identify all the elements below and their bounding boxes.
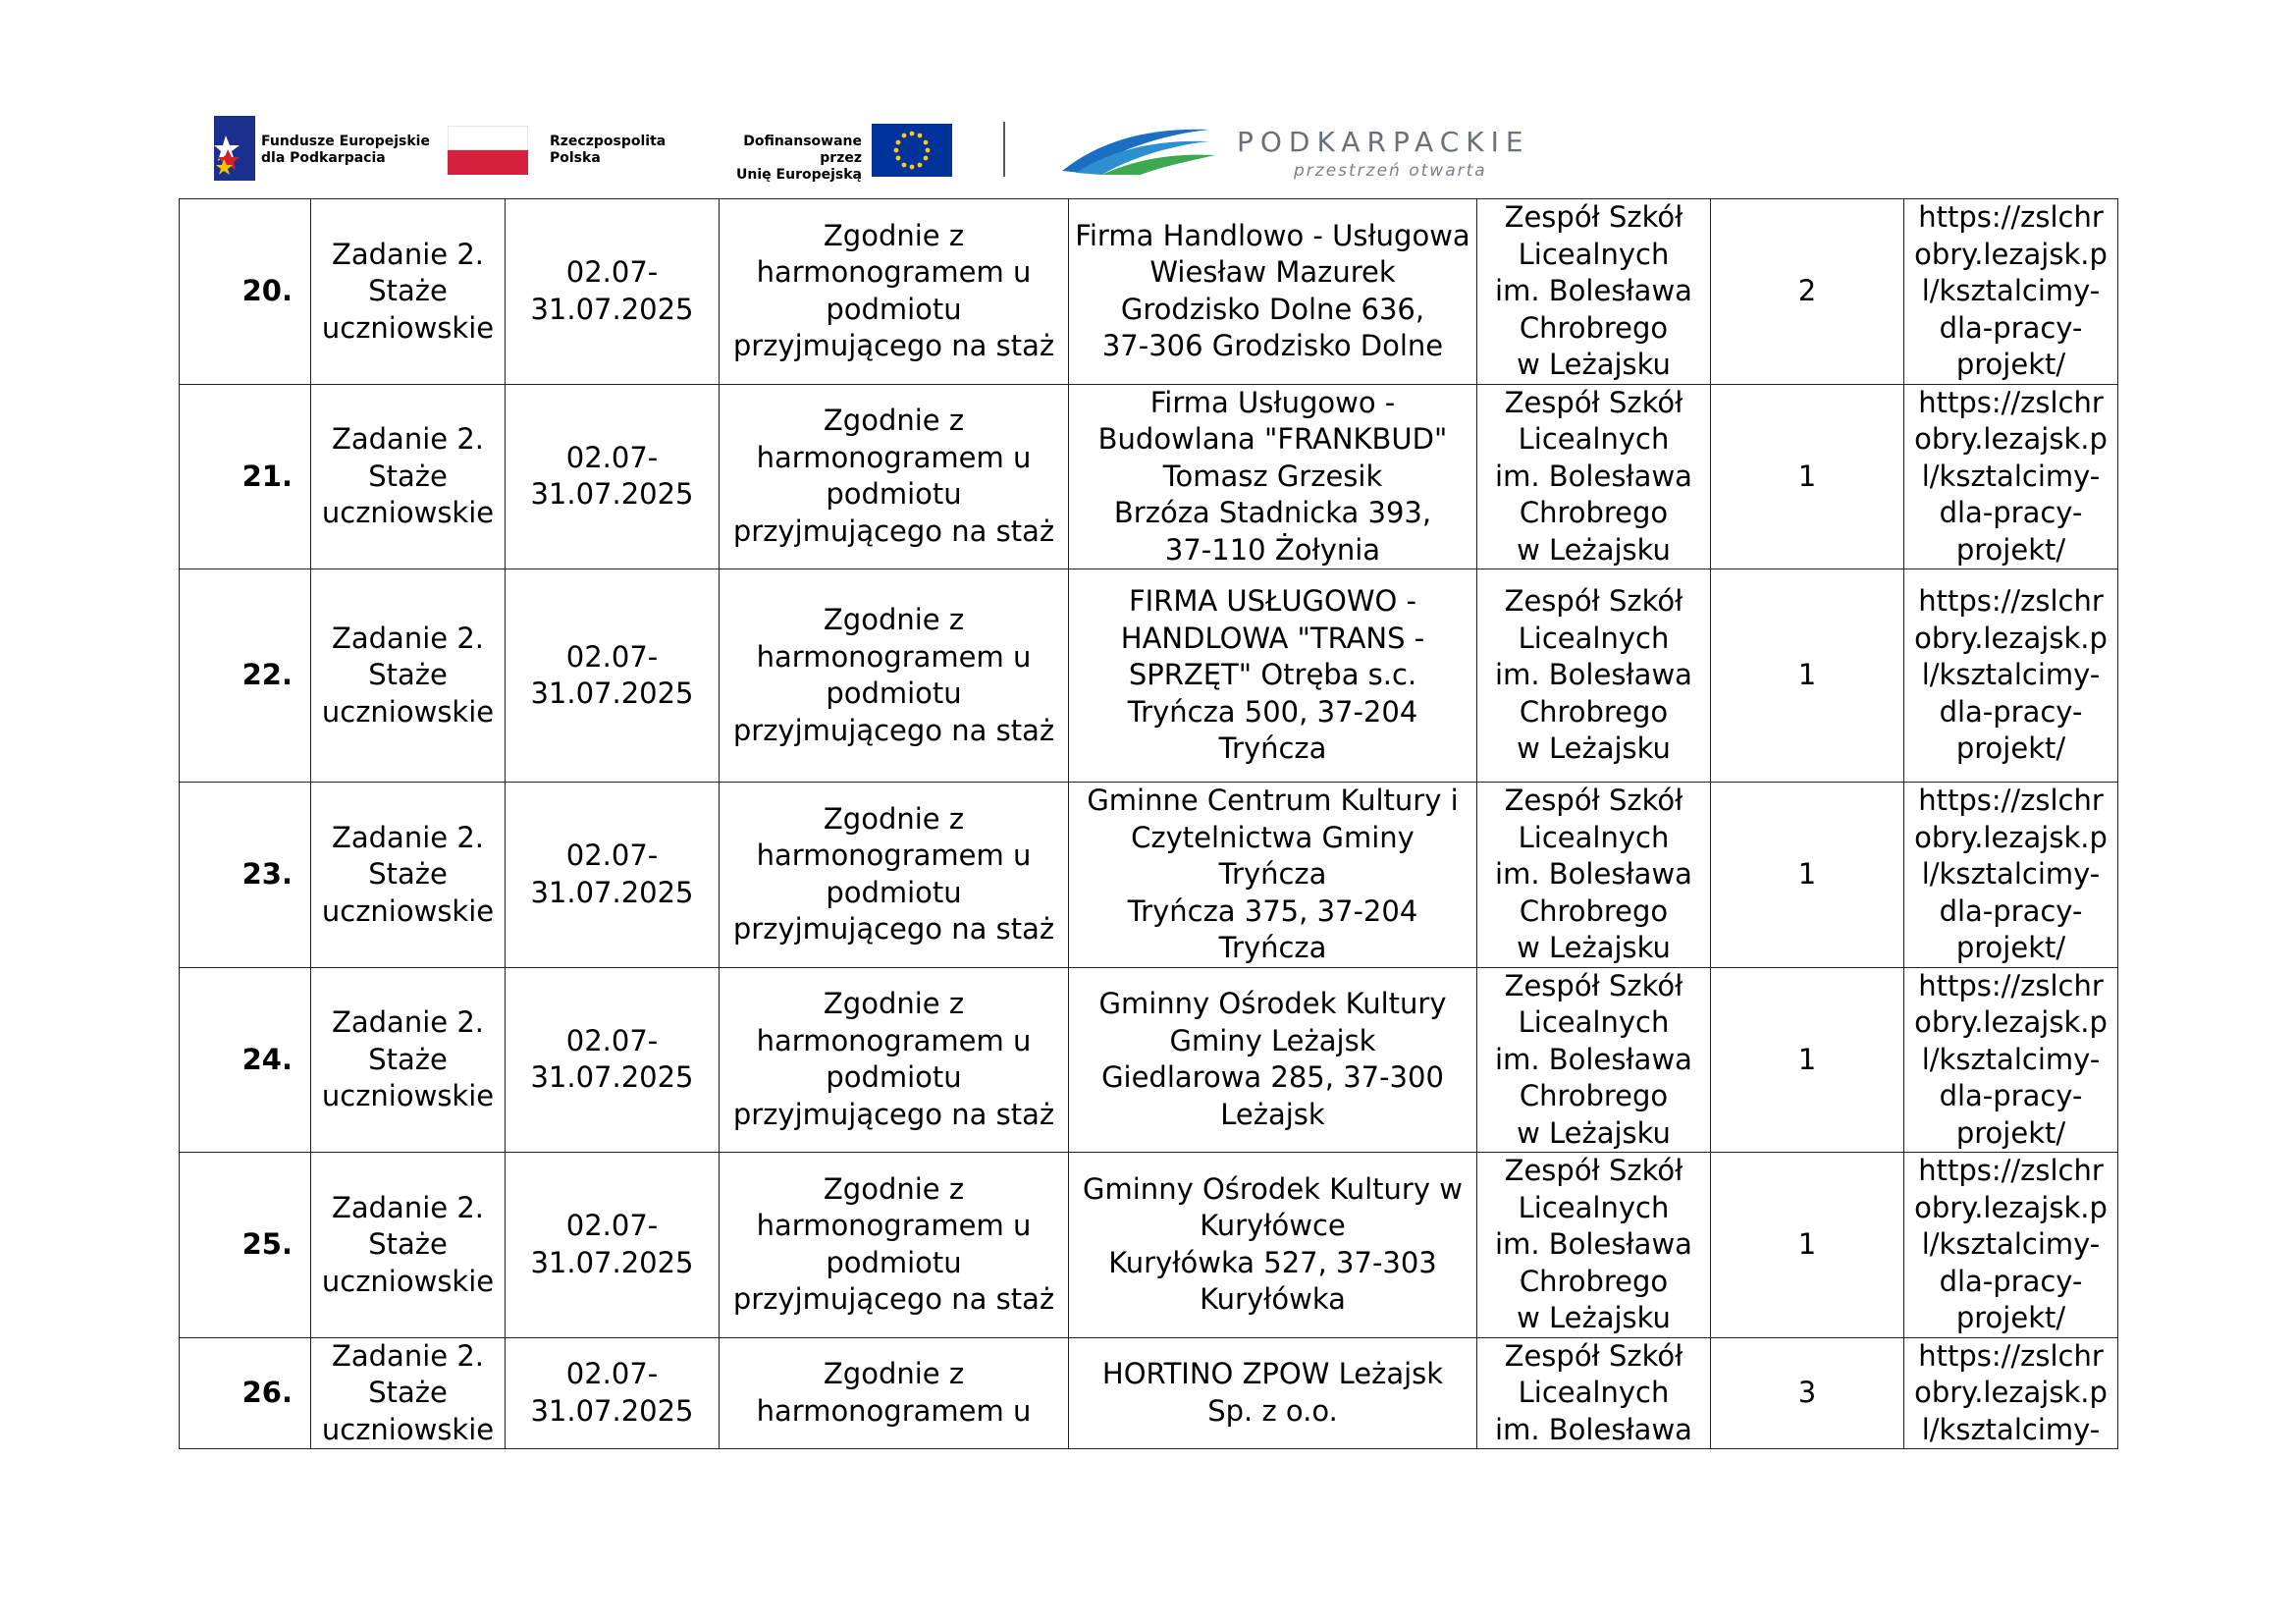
cell-host-company bbox=[1069, 967, 1477, 1153]
cell-schedule-line: harmonogramem u bbox=[756, 1209, 1032, 1243]
eu-flag-icon bbox=[872, 124, 952, 177]
cell-link-line[interactable]: dla-pracy- bbox=[1939, 496, 2083, 529]
cell-link-line[interactable]: obry.lezajsk.p bbox=[1914, 820, 2108, 854]
cell-link bbox=[1904, 967, 2118, 1153]
cell-link-line[interactable]: l/ksztalcimy- bbox=[1921, 459, 2101, 493]
cell-participant-count: 1 bbox=[1711, 967, 1904, 1153]
cell-schedule-line: harmonogramem u bbox=[756, 1393, 1032, 1428]
cell-school-line: im. Bolesława bbox=[1495, 1412, 1692, 1446]
table-row bbox=[180, 783, 2118, 968]
cell-school-line: Zespół Szkół bbox=[1504, 784, 1683, 817]
cell-host-company-line: Czytelnictwa Gminy Tryńcza bbox=[1131, 820, 1415, 891]
logo-bar bbox=[206, 110, 1541, 189]
cell-schedule-line: podmiotu bbox=[826, 1245, 962, 1279]
table-row bbox=[180, 569, 2118, 783]
cell-school-line: Zespół Szkół bbox=[1504, 584, 1683, 619]
cell-host-company-line: SPRZĘT" Otręba s.c. bbox=[1128, 658, 1417, 692]
cell-link-line[interactable]: obry.lezajsk.p bbox=[1914, 422, 2108, 456]
cell-dates-line: 02.07- bbox=[565, 1209, 659, 1243]
cell-host-company-line: Firma Usługowo - bbox=[1149, 385, 1396, 419]
cell-school-line: Licealnych bbox=[1518, 1190, 1670, 1224]
cell-host-company-line: Gminny Ośrodek Kultury bbox=[1098, 987, 1447, 1021]
cell-link-line[interactable]: dla-pracy- bbox=[1939, 1079, 2083, 1112]
cell-task bbox=[311, 569, 506, 783]
cell-school-line: Licealnych bbox=[1518, 237, 1670, 271]
cell-link-line[interactable]: https://zslchr bbox=[1918, 385, 2104, 419]
cell-schedule-line: Zgodnie z bbox=[823, 987, 965, 1021]
cell-schedule bbox=[720, 1153, 1069, 1338]
cell-schedule-line: Zgodnie z bbox=[823, 801, 965, 836]
cell-participant-count: 2 bbox=[1711, 199, 1904, 385]
cell-schedule bbox=[720, 1337, 1069, 1449]
cell-lp: 20. bbox=[180, 199, 311, 385]
cell-link-line[interactable]: https://zslchr bbox=[1918, 1338, 2104, 1373]
cell-school-line: Zespół Szkół bbox=[1504, 1338, 1683, 1373]
cell-host-company-line: Sp. z o.o. bbox=[1207, 1393, 1338, 1428]
cell-task-line: Staże bbox=[368, 857, 448, 891]
cell-task-line: Staże bbox=[368, 1376, 448, 1409]
cell-link-line[interactable]: dla-pracy- bbox=[1939, 1264, 2083, 1298]
cell-school-line: Chrobrego bbox=[1519, 496, 1669, 529]
cell-schedule bbox=[720, 967, 1069, 1153]
cell-school-line: im. Bolesława bbox=[1495, 658, 1692, 692]
cell-link-line[interactable]: https://zslchr bbox=[1918, 1154, 2104, 1187]
table-row bbox=[180, 1153, 2118, 1338]
cell-task-line: Staże bbox=[368, 1227, 448, 1261]
cell-link-line[interactable]: l/ksztalcimy- bbox=[1921, 857, 2101, 891]
cell-link-line[interactable]: dla-pracy- bbox=[1939, 694, 2083, 729]
cell-link-line[interactable]: dla-pracy- bbox=[1939, 893, 2083, 928]
cell-schedule-line: przyjmującego na staż bbox=[732, 329, 1055, 363]
cell-host-company-line: Gminny Ośrodek Kultury w bbox=[1083, 1171, 1463, 1206]
cell-dates-line: 02.07- bbox=[565, 440, 659, 474]
cell-link-line[interactable]: l/ksztalcimy- bbox=[1921, 1412, 2101, 1446]
cell-link-line[interactable]: https://zslchr bbox=[1918, 200, 2104, 234]
cell-host-company-line: FIRMA USŁUGOWO - bbox=[1128, 584, 1417, 619]
cell-link-line[interactable]: projekt/ bbox=[1955, 532, 2066, 567]
cell-school-line: Licealnych bbox=[1518, 621, 1670, 655]
cell-task bbox=[311, 967, 506, 1153]
table-row bbox=[180, 1337, 2118, 1449]
cell-dates bbox=[506, 783, 720, 968]
cell-schedule-line: podmiotu bbox=[826, 292, 962, 326]
cell-task-line: Staże bbox=[368, 658, 448, 692]
cell-schedule-line: Zgodnie z bbox=[823, 603, 965, 636]
cell-dates-line: 02.07- bbox=[565, 1357, 659, 1391]
table-row bbox=[180, 384, 2118, 569]
cell-task bbox=[311, 783, 506, 968]
cell-link-line[interactable]: obry.lezajsk.p bbox=[1914, 1005, 2108, 1039]
cell-school bbox=[1477, 569, 1711, 783]
cell-schedule-line: Zgodnie z bbox=[823, 1357, 965, 1391]
cell-dates bbox=[506, 967, 720, 1153]
cell-host-company-line: Tryńcza bbox=[1218, 731, 1327, 766]
cell-school-line: Chrobrego bbox=[1519, 893, 1669, 928]
cell-task-line: Zadanie 2. bbox=[332, 820, 484, 854]
cell-schedule-line: podmiotu bbox=[826, 1060, 962, 1095]
cell-school bbox=[1477, 1337, 1711, 1449]
cell-schedule-line: Zgodnie z bbox=[823, 1171, 965, 1206]
cell-host-company bbox=[1069, 1153, 1477, 1338]
cell-task-line: Zadanie 2. bbox=[332, 621, 484, 655]
cell-school-line: Zespół Szkół bbox=[1504, 200, 1683, 234]
cell-schedule bbox=[720, 783, 1069, 968]
cell-host-company bbox=[1069, 1337, 1477, 1449]
table-row bbox=[180, 199, 2118, 385]
cell-host-company-line: Tryńcza 375, 37-204 bbox=[1127, 893, 1418, 928]
cell-host-company bbox=[1069, 384, 1477, 569]
cell-schedule-line: harmonogramem u bbox=[756, 440, 1032, 474]
cell-host-company bbox=[1069, 783, 1477, 968]
cell-school-line: Licealnych bbox=[1518, 1376, 1670, 1409]
cell-schedule-line: harmonogramem u bbox=[756, 255, 1032, 290]
cell-dates-line: 31.07.2025 bbox=[530, 677, 694, 710]
cell-dates-line: 02.07- bbox=[565, 255, 659, 290]
cell-schedule-line: podmiotu bbox=[826, 677, 962, 710]
cell-task-line: uczniowskie bbox=[321, 1079, 495, 1112]
cell-link-line[interactable]: projekt/ bbox=[1955, 731, 2066, 766]
cell-school-line: w Leżajsku bbox=[1517, 731, 1671, 766]
cell-link bbox=[1904, 1153, 2118, 1338]
polish-flag-icon bbox=[448, 126, 528, 175]
cell-dates-line: 02.07- bbox=[565, 839, 659, 873]
cell-schedule-line: przyjmującego na staż bbox=[732, 514, 1055, 548]
podkarpackie-logo-name: PODKARPACKIE bbox=[1237, 126, 1530, 158]
cell-school-line: Chrobrego bbox=[1519, 1264, 1669, 1298]
cell-host-company-line: Giedlarowa 285, 37-300 bbox=[1101, 1060, 1444, 1095]
cell-link-line[interactable]: projekt/ bbox=[1955, 1115, 2066, 1150]
cell-host-company bbox=[1069, 569, 1477, 783]
cell-school-line: w Leżajsku bbox=[1517, 931, 1671, 964]
internship-table-wrapper bbox=[179, 198, 2118, 1449]
cell-schedule-line: podmiotu bbox=[826, 875, 962, 909]
cell-link-line[interactable]: https://zslchr bbox=[1918, 968, 2104, 1002]
cell-lp: 25. bbox=[180, 1153, 311, 1338]
cell-school bbox=[1477, 199, 1711, 385]
cell-host-company-line: Kuryłówka 527, 37-303 bbox=[1108, 1245, 1437, 1279]
cell-lp: 21. bbox=[180, 384, 311, 569]
cell-host-company-line: Tryńcza 500, 37-204 bbox=[1127, 694, 1418, 729]
podkarpackie-waves-logo-icon bbox=[1062, 120, 1219, 177]
cell-dates-line: 02.07- bbox=[565, 639, 659, 674]
cell-task-line: Staże bbox=[368, 274, 448, 307]
cell-task-line: uczniowskie bbox=[321, 1264, 495, 1298]
table-row bbox=[180, 967, 2118, 1153]
cell-host-company-line: HANDLOWA "TRANS - bbox=[1120, 621, 1425, 655]
cell-schedule bbox=[720, 384, 1069, 569]
cell-host-company-line: Wiesław Mazurek bbox=[1149, 255, 1396, 290]
cell-dates-line: 31.07.2025 bbox=[530, 875, 694, 909]
cell-link-line[interactable]: l/ksztalcimy- bbox=[1921, 1227, 2101, 1261]
cell-link-line[interactable]: projekt/ bbox=[1955, 1301, 2066, 1334]
cell-host-company-line: Grodzisko Dolne 636, bbox=[1120, 292, 1425, 326]
cell-host-company-line: Gminy Leżajsk bbox=[1169, 1023, 1376, 1057]
cell-school-line: Zespół Szkół bbox=[1504, 385, 1683, 419]
cell-schedule bbox=[720, 199, 1069, 385]
cell-task-line: uczniowskie bbox=[321, 1412, 495, 1446]
cell-school bbox=[1477, 783, 1711, 968]
cell-link-line[interactable]: dla-pracy- bbox=[1939, 310, 2083, 345]
cell-host-company-line: Tryńcza bbox=[1218, 931, 1327, 964]
cell-dates bbox=[506, 1337, 720, 1449]
cell-host-company-line: Kuryłówka bbox=[1200, 1282, 1346, 1317]
cell-schedule-line: harmonogramem u bbox=[756, 1023, 1032, 1057]
cell-link-line[interactable]: https://zslchr bbox=[1918, 584, 2104, 619]
cell-host-company-line: 37-110 Żołynia bbox=[1164, 532, 1381, 567]
cell-task-line: Zadanie 2. bbox=[332, 422, 484, 456]
cell-schedule-line: Zgodnie z bbox=[823, 218, 965, 252]
cell-task-line: Zadanie 2. bbox=[332, 237, 484, 271]
cell-dates-line: 31.07.2025 bbox=[530, 477, 694, 512]
cell-schedule bbox=[720, 569, 1069, 783]
cell-task-line: uczniowskie bbox=[321, 893, 495, 928]
cell-task-line: uczniowskie bbox=[321, 496, 495, 529]
cell-participant-count: 1 bbox=[1711, 1153, 1904, 1338]
cell-host-company-line: Firma Handlowo - Usługowa bbox=[1075, 218, 1470, 252]
cell-school-line: w Leżajsku bbox=[1517, 1115, 1671, 1150]
cell-school-line: Zespół Szkół bbox=[1504, 1154, 1683, 1187]
podkarpackie-logo-tagline: przestrzeń otwarta bbox=[1294, 161, 1487, 181]
cell-school bbox=[1477, 1153, 1711, 1338]
cell-link-line[interactable]: obry.lezajsk.p bbox=[1914, 621, 2108, 655]
cell-schedule-line: przyjmującego na staż bbox=[732, 912, 1055, 947]
cell-participant-count: 3 bbox=[1711, 1337, 1904, 1449]
cell-link bbox=[1904, 783, 2118, 968]
cell-school-line: Chrobrego bbox=[1519, 1079, 1669, 1112]
cell-host-company bbox=[1069, 199, 1477, 385]
cell-task-line: Zadanie 2. bbox=[332, 1338, 484, 1373]
cell-task-line: Zadanie 2. bbox=[332, 1190, 484, 1224]
cell-schedule-line: przyjmującego na staż bbox=[732, 713, 1055, 747]
cell-schedule-line: harmonogramem u bbox=[756, 639, 1032, 674]
cell-link bbox=[1904, 569, 2118, 783]
cell-host-company-line: Budowlana "FRANKBUD" bbox=[1097, 422, 1448, 456]
cell-lp: 23. bbox=[180, 783, 311, 968]
cell-lp: 24. bbox=[180, 967, 311, 1153]
cell-school-line: Licealnych bbox=[1518, 820, 1670, 854]
cell-dates bbox=[506, 384, 720, 569]
cell-task-line: Staże bbox=[368, 459, 448, 493]
cell-schedule-line: podmiotu bbox=[826, 477, 962, 512]
cell-task bbox=[311, 1337, 506, 1449]
cell-host-company-line: Kuryłówce bbox=[1200, 1209, 1346, 1243]
cell-link-line[interactable]: obry.lezajsk.p bbox=[1914, 1190, 2108, 1224]
cell-participant-count: 1 bbox=[1711, 569, 1904, 783]
cell-link-line[interactable]: l/ksztalcimy- bbox=[1921, 1042, 2101, 1076]
cell-schedule-line: przyjmującego na staż bbox=[732, 1097, 1055, 1131]
cell-school-line: Zespół Szkół bbox=[1504, 968, 1683, 1002]
cell-task-line: uczniowskie bbox=[321, 310, 495, 345]
cell-task-line: Zadanie 2. bbox=[332, 1005, 484, 1039]
cell-school-line: im. Bolesława bbox=[1495, 1042, 1692, 1076]
cell-school-line: im. Bolesława bbox=[1495, 274, 1692, 307]
cell-lp: 22. bbox=[180, 569, 311, 783]
cell-host-company-line: 37-306 Grodzisko Dolne bbox=[1101, 329, 1444, 363]
logo-separator bbox=[1003, 122, 1005, 177]
cell-lp: 26. bbox=[180, 1337, 311, 1449]
cell-link-line[interactable]: l/ksztalcimy- bbox=[1921, 658, 2101, 692]
rzeczpospolita-logo-text: Rzeczpospolita Polska bbox=[550, 134, 667, 166]
internship-table bbox=[179, 198, 2118, 1449]
cell-host-company-line: Tomasz Grzesik bbox=[1162, 459, 1383, 493]
cell-host-company-line: HORTINO ZPOW Leżajsk bbox=[1101, 1357, 1444, 1391]
cell-school-line: Licealnych bbox=[1518, 422, 1670, 456]
cell-dates-line: 31.07.2025 bbox=[530, 292, 694, 326]
cell-link-line[interactable]: obry.lezajsk.p bbox=[1914, 237, 2108, 271]
cell-participant-count: 1 bbox=[1711, 384, 1904, 569]
internship-table-body bbox=[180, 199, 2118, 1449]
cell-task-line: Staże bbox=[368, 1042, 448, 1076]
cell-schedule-line: Zgodnie z bbox=[823, 404, 965, 438]
cell-link-line[interactable]: l/ksztalcimy- bbox=[1921, 274, 2101, 307]
cell-dates-line: 31.07.2025 bbox=[530, 1393, 694, 1428]
cell-dates bbox=[506, 569, 720, 783]
cell-host-company-line: Brzóza Stadnicka 393, bbox=[1113, 496, 1432, 529]
cell-task-line: uczniowskie bbox=[321, 694, 495, 729]
cell-link-line[interactable]: https://zslchr bbox=[1918, 784, 2104, 817]
cell-task bbox=[311, 199, 506, 385]
cell-school-line: Licealnych bbox=[1518, 1005, 1670, 1039]
cell-school-line: w Leżajsku bbox=[1517, 532, 1671, 567]
cell-link-line[interactable]: projekt/ bbox=[1955, 931, 2066, 964]
cell-school-line: im. Bolesława bbox=[1495, 1227, 1692, 1261]
cell-school bbox=[1477, 967, 1711, 1153]
cell-schedule-line: harmonogramem u bbox=[756, 839, 1032, 873]
cell-school-line: im. Bolesława bbox=[1495, 857, 1692, 891]
cell-host-company-line: Leżajsk bbox=[1220, 1097, 1325, 1131]
cell-task bbox=[311, 384, 506, 569]
eu-cofinanced-logo-text: Dofinansowane przez Unię Europejską bbox=[736, 134, 862, 183]
cell-school-line: Chrobrego bbox=[1519, 694, 1669, 729]
cell-dates-line: 02.07- bbox=[565, 1023, 659, 1057]
cell-school-line: Chrobrego bbox=[1519, 310, 1669, 345]
cell-link bbox=[1904, 384, 2118, 569]
cell-link-line[interactable]: projekt/ bbox=[1955, 348, 2066, 381]
fundusze-europejskie-logo-text: Fundusze Europejskie dla Podkarpacia bbox=[261, 134, 430, 166]
cell-dates bbox=[506, 199, 720, 385]
cell-participant-count: 1 bbox=[1711, 783, 1904, 968]
cell-dates-line: 31.07.2025 bbox=[530, 1060, 694, 1095]
cell-link-line[interactable]: obry.lezajsk.p bbox=[1914, 1376, 2108, 1409]
cell-task bbox=[311, 1153, 506, 1338]
cell-host-company-line: Gminne Centrum Kultury i bbox=[1087, 784, 1459, 817]
cell-school-line: w Leżajsku bbox=[1517, 348, 1671, 381]
fundusze-europejskie-logo-icon bbox=[214, 116, 255, 181]
cell-school bbox=[1477, 384, 1711, 569]
cell-school-line: im. Bolesława bbox=[1495, 459, 1692, 493]
cell-link bbox=[1904, 1337, 2118, 1449]
cell-link bbox=[1904, 199, 2118, 385]
cell-dates bbox=[506, 1153, 720, 1338]
cell-school-line: w Leżajsku bbox=[1517, 1301, 1671, 1334]
cell-schedule-line: przyjmującego na staż bbox=[732, 1282, 1055, 1317]
cell-dates-line: 31.07.2025 bbox=[530, 1245, 694, 1279]
